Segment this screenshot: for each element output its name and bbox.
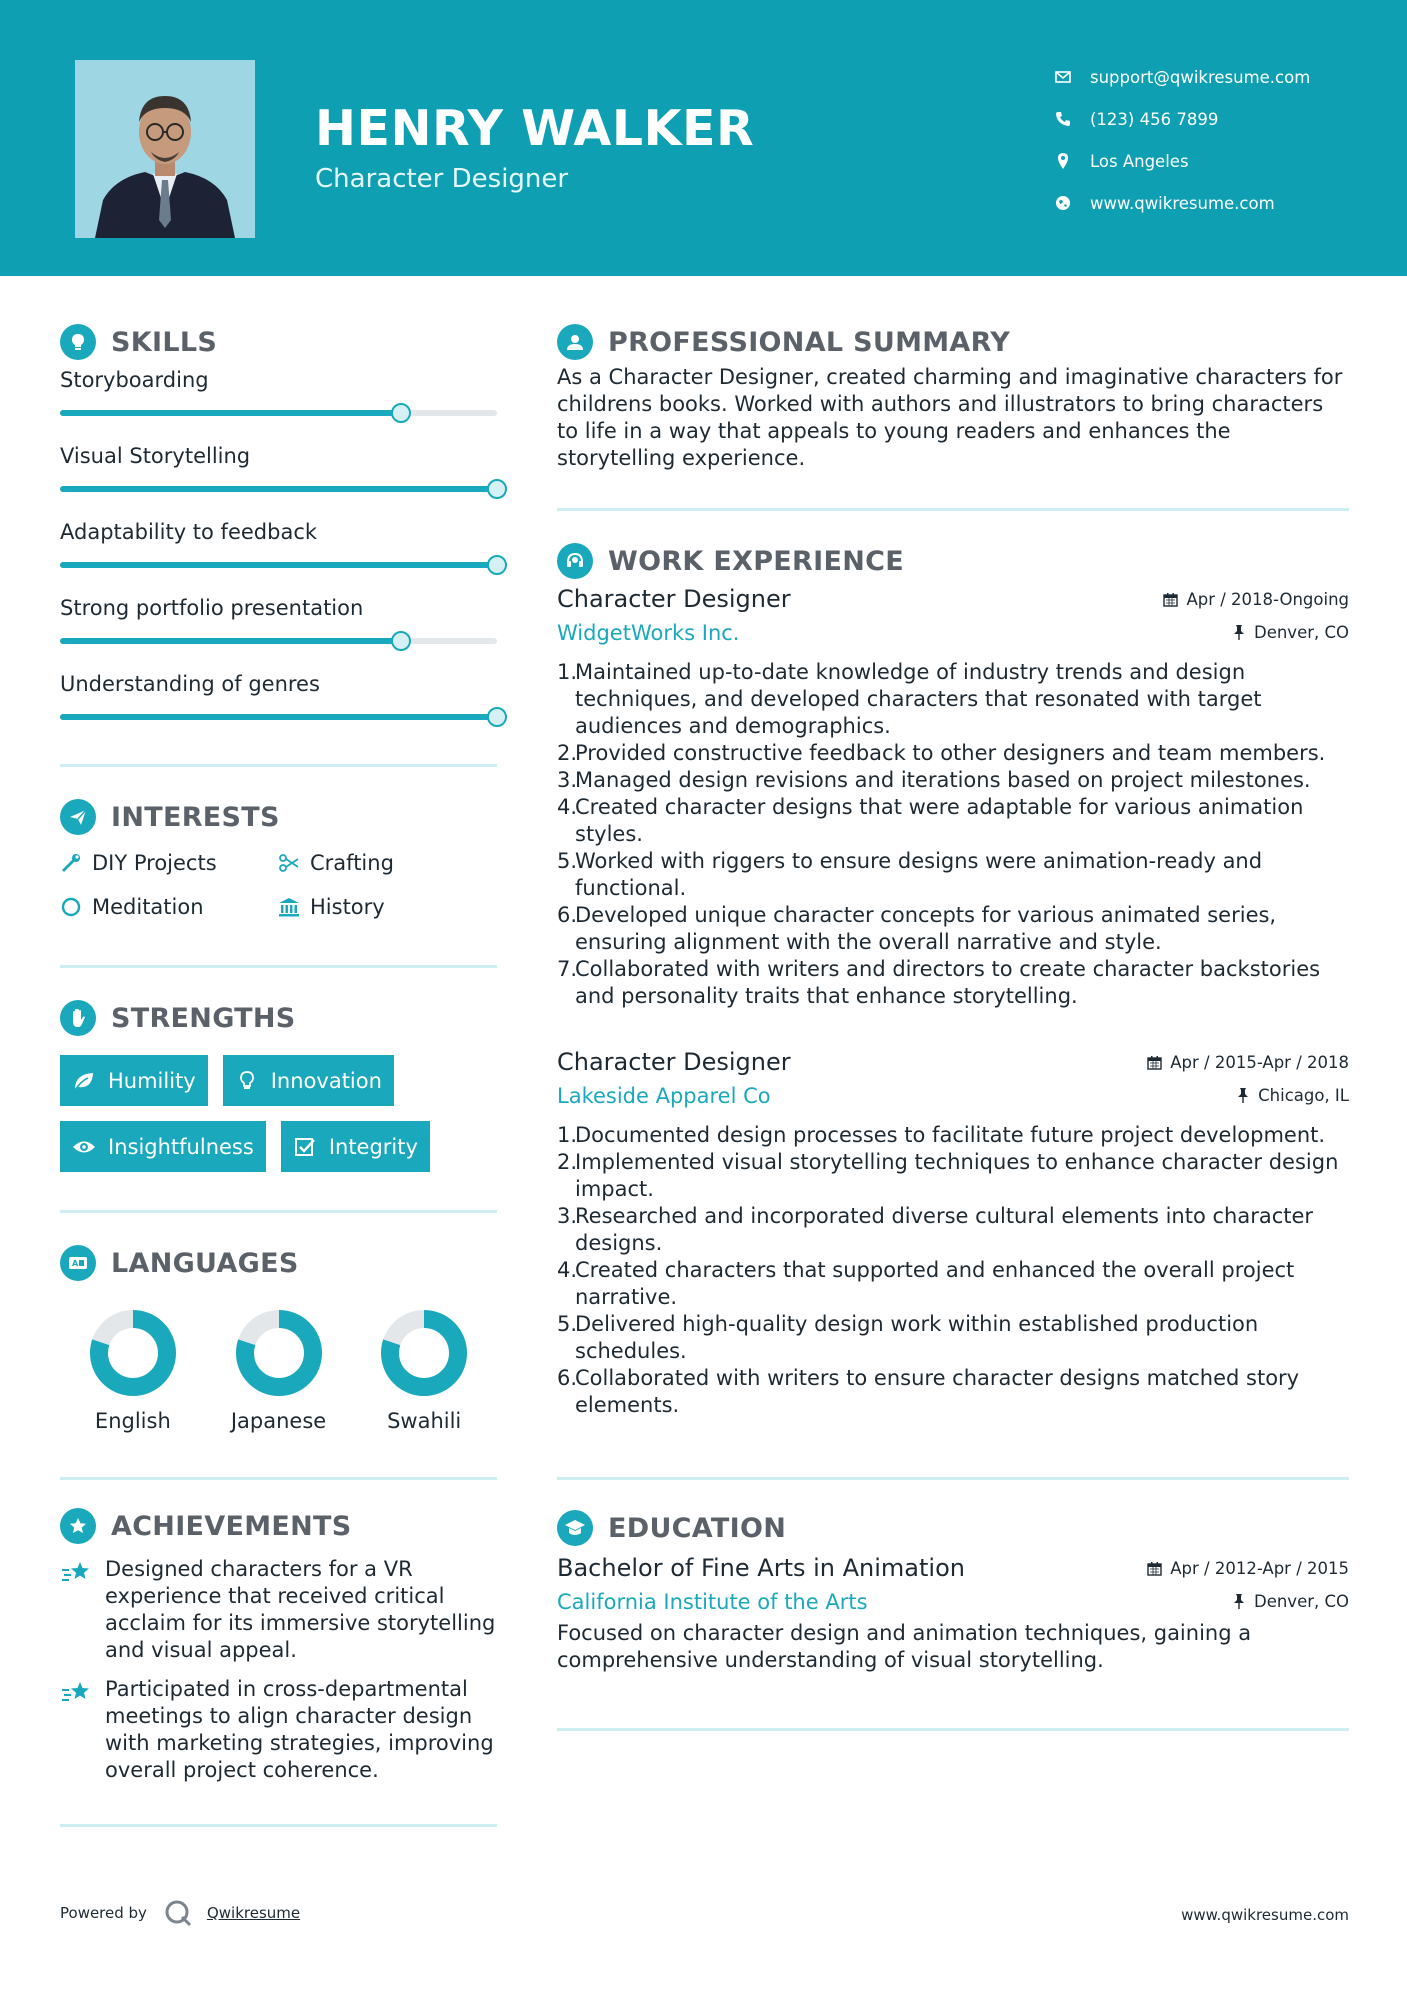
languages-list: [60, 1309, 497, 1433]
bullet-number: 5.: [557, 849, 578, 873]
job-bullet: 6. Collaborated with writers to ensure character designs matched story elements.: [557, 1366, 1300, 1417]
education-title: EDUCATION: [608, 1512, 787, 1544]
summary-text: As a Character Designer, created charming and imaginative characters for childrens books. Worked with authors and illustrators to bring characters to life in a way that appeals to young readers and enhances the storytelling experience.: [557, 365, 1343, 470]
job-bullet: 6. Developed unique character concepts for various animated series, ensuring alignment with the overall narrative and style.: [557, 903, 1277, 954]
bullet-number: 2.: [557, 741, 578, 765]
pin-icon: [1232, 624, 1246, 640]
phone-icon: [1054, 110, 1072, 128]
jobs-list: [557, 585, 1349, 1419]
job-bullet: 4. Created character designs that were adaptable for various animation styles.: [557, 795, 1304, 846]
language-donut: [89, 1309, 177, 1397]
footer-branding: Powered by Qwikresume: [60, 1898, 300, 1928]
achievement-item: Designed characters for a VR experience that received critical acclaim for its immersive storytelling and visual appeal.: [60, 1556, 497, 1664]
skills-title: SKILLS: [111, 326, 218, 358]
contact-list: [1054, 56, 1310, 224]
skill-bar-fill: [60, 562, 497, 568]
candidate-role: Character Designer: [315, 164, 569, 194]
language-icon: [60, 1245, 96, 1281]
leaf-icon: [72, 1069, 96, 1093]
interest-item: Crafting: [278, 849, 497, 877]
job-bullets: [557, 659, 1349, 1010]
skills-heading: [60, 322, 497, 362]
education-row: [557, 1590, 1349, 1614]
resume-header: [0, 0, 1407, 276]
job-title: Character Designer: [557, 1048, 791, 1076]
skill-bar: [60, 638, 497, 644]
job-date: Apr / 2015-Apr / 2018: [1147, 1053, 1349, 1072]
strengths-heading: [60, 998, 497, 1038]
check-square-icon: [293, 1135, 317, 1159]
pin-icon: [1232, 1593, 1246, 1609]
education-heading: [557, 1508, 1349, 1548]
skill-bar-fill: [60, 714, 497, 720]
profile-photo: [75, 60, 255, 238]
section-divider: [557, 508, 1349, 511]
bullet-number: 3.: [557, 1204, 578, 1228]
star-badge-icon: [60, 1508, 96, 1544]
scissors-icon: [278, 852, 300, 874]
interest-item: History: [278, 893, 497, 921]
job-location: Denver, CO: [1232, 623, 1349, 642]
calendar-icon: [1163, 592, 1178, 607]
hand-icon: [60, 1000, 96, 1036]
skill-bar-knob: [487, 555, 507, 575]
left-column: [60, 276, 497, 1827]
skills-list: [60, 366, 497, 746]
skill-bar-knob: [391, 631, 411, 651]
job-header-row: [557, 585, 1349, 613]
degree-title: Bachelor of Fine Arts in Animation: [557, 1554, 965, 1582]
job-title: Character Designer: [557, 585, 791, 613]
museum-icon: [278, 896, 300, 918]
bullet-number: 6.: [557, 1366, 578, 1390]
job-bullet: 4. Created characters that supported and enhanced the overall project narrative.: [557, 1258, 1295, 1309]
achievements-heading: [60, 1506, 497, 1546]
bullet-number: 1.: [557, 660, 578, 684]
strength-chip: Insightfulness: [60, 1121, 266, 1172]
job-entry: [557, 1048, 1349, 1419]
job-bullet: 2. Provided constructive feedback to other designers and team members.: [557, 741, 1326, 765]
lightbulb-icon: [60, 324, 96, 360]
skill-bar-fill: [60, 410, 401, 416]
interest-item: Meditation: [60, 893, 278, 921]
shooting-star-icon: [60, 1558, 94, 1588]
job-bullets: [557, 1122, 1349, 1419]
section-divider: [60, 1824, 497, 1827]
interest-item: DIY Projects: [60, 849, 278, 877]
education-date: Apr / 2012-Apr / 2015: [1147, 1559, 1349, 1578]
skill-name: Understanding of genres: [60, 672, 320, 696]
language-name: Japanese: [230, 1409, 327, 1433]
job-company-row: [557, 621, 1349, 645]
skill-bar-knob: [487, 707, 507, 727]
skill-bar: [60, 562, 497, 568]
job-bullet: 1. Documented design processes to facilitate future project development.: [557, 1123, 1326, 1147]
job-location: Chicago, IL: [1236, 1086, 1349, 1105]
interests-title: INTERESTS: [111, 801, 280, 833]
language-item: [206, 1309, 352, 1433]
contact-website[interactable]: www.qwikresume.com: [1054, 182, 1310, 224]
shooting-star-icon: [60, 1678, 94, 1708]
interests-list: [60, 849, 497, 921]
language-donut: [235, 1309, 323, 1397]
section-divider: [60, 1210, 497, 1213]
strengths-list: [60, 1055, 497, 1172]
language-item: [351, 1309, 497, 1433]
map-pin-icon: [1054, 152, 1072, 170]
calendar-icon: [1147, 1561, 1162, 1576]
skill-bar-knob: [487, 479, 507, 499]
job-bullet: 1. Maintained up-to-date knowledge of industry trends and design techniques, and developed characters that resonated with target audiences and demographics.: [557, 660, 1262, 738]
footer-website[interactable]: www.qwikresume.com: [1181, 1906, 1349, 1924]
candidate-name: HENRY WALKER: [315, 100, 755, 157]
contact-location: Los Angeles: [1054, 140, 1310, 182]
job-bullet: 3. Researched and incorporated diverse cultural elements into character designs.: [557, 1204, 1314, 1255]
job-entry: [557, 585, 1349, 1010]
education-description: Focused on character design and animation techniques, gaining a comprehensive understanding of visual storytelling.: [557, 1621, 1252, 1672]
right-column: [557, 276, 1349, 1731]
user-icon: [557, 324, 593, 360]
strength-chip: Integrity: [281, 1121, 430, 1172]
skill-name: Strong portfolio presentation: [60, 596, 364, 620]
job-header-row: [557, 1048, 1349, 1076]
strength-chip: Innovation: [223, 1055, 394, 1106]
envelope-icon: [1054, 68, 1072, 86]
qwikresume-logo-icon: [163, 1898, 193, 1928]
skill-item: [60, 442, 497, 518]
bullet-number: 3.: [557, 768, 578, 792]
wrench-icon: [60, 852, 82, 874]
contact-phone[interactable]: (123) 456 7899: [1054, 98, 1310, 140]
language-donut: [380, 1309, 468, 1397]
strength-chip: Humility: [60, 1055, 208, 1106]
eye-icon: [72, 1135, 96, 1159]
job-bullet: 7. Collaborated with writers and directors to create character backstories and personality traits that enhance storytelling.: [557, 957, 1321, 1008]
achievement-item: Participated in cross-departmental meetings to align character design with marketing strategies, improving overall project coherence.: [60, 1676, 497, 1784]
headset-icon: [557, 543, 593, 579]
languages-title: LANGUAGES: [111, 1247, 299, 1279]
section-divider: [60, 1477, 497, 1480]
skill-bar-fill: [60, 638, 401, 644]
circle-icon: [60, 896, 82, 918]
achievements-title: ACHIEVEMENTS: [111, 1510, 352, 1542]
skill-bar: [60, 714, 497, 720]
experience-heading: [557, 541, 1349, 581]
bullet-number: 4.: [557, 795, 578, 819]
skill-name: Storyboarding: [60, 368, 209, 392]
graduation-icon: [557, 1510, 593, 1546]
interests-heading: [60, 797, 497, 837]
skill-item: [60, 594, 497, 670]
skill-item: [60, 670, 497, 746]
contact-email[interactable]: support@qwikresume.com: [1054, 56, 1310, 98]
language-item: [60, 1309, 206, 1433]
education-row: [557, 1554, 1349, 1582]
language-name: Swahili: [387, 1409, 462, 1433]
company-name: WidgetWorks Inc.: [557, 621, 740, 645]
section-divider: [557, 1477, 1349, 1480]
bullet-number: 1.: [557, 1123, 578, 1147]
bullet-number: 2.: [557, 1150, 578, 1174]
language-name: English: [94, 1409, 171, 1433]
job-date: Apr / 2018-Ongoing: [1163, 590, 1349, 609]
section-divider: [60, 965, 497, 968]
summary-heading: [557, 322, 1349, 362]
section-divider: [557, 1728, 1349, 1731]
company-name: Lakeside Apparel Co: [557, 1084, 771, 1108]
section-divider: [60, 764, 497, 767]
strengths-title: STRENGTHS: [111, 1002, 296, 1034]
job-bullet: 5. Delivered high-quality design work within established production schedules.: [557, 1312, 1259, 1363]
brand-link[interactable]: Qwikresume: [206, 1904, 301, 1922]
globe-icon: [1054, 194, 1072, 212]
skill-bar-fill: [60, 486, 497, 492]
paper-plane-icon: [60, 799, 96, 835]
skill-bar: [60, 486, 497, 492]
lightbulb-icon: [235, 1069, 259, 1093]
pin-icon: [1236, 1087, 1250, 1103]
skill-name: Adaptability to feedback: [60, 520, 318, 544]
education-location: Denver, CO: [1232, 1592, 1349, 1611]
bullet-number: 7.: [557, 957, 578, 981]
languages-heading: [60, 1243, 497, 1283]
skill-item: [60, 366, 497, 442]
job-company-row: [557, 1084, 1349, 1108]
skill-name: Visual Storytelling: [60, 444, 251, 468]
job-bullet: 2. Implemented visual storytelling techniques to enhance character design impact.: [557, 1150, 1339, 1201]
skill-bar: [60, 410, 497, 416]
experience-title: WORK EXPERIENCE: [608, 545, 904, 577]
job-bullet: 3. Managed design revisions and iterations based on project milestones.: [557, 768, 1311, 792]
skill-item: [60, 518, 497, 594]
job-bullet: 5. Worked with riggers to ensure designs were animation-ready and functional.: [557, 849, 1263, 900]
school-name: California Institute of the Arts: [557, 1590, 868, 1614]
summary-title: PROFESSIONAL SUMMARY: [608, 326, 1011, 358]
svg-text:A: A: [72, 1259, 79, 1268]
bullet-number: 5.: [557, 1312, 578, 1336]
calendar-icon: [1147, 1055, 1162, 1070]
bullet-number: 4.: [557, 1258, 578, 1282]
bullet-number: 6.: [557, 903, 578, 927]
skill-bar-knob: [391, 403, 411, 423]
